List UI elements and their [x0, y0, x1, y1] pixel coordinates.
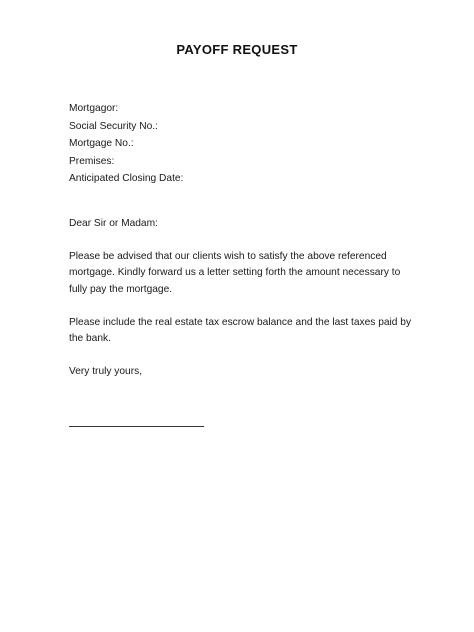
body-paragraph-2: Please include the real estate tax escrow balance and the last taxes paid by the bank. [69, 317, 412, 345]
document-title: PAYOFF REQUEST [176, 42, 298, 57]
salutation: Dear Sir or Madam: [69, 218, 158, 229]
field-mortgage-no: Mortgage No.: [69, 138, 134, 149]
closing: Very truly yours, [69, 366, 143, 377]
signature-line [69, 426, 204, 427]
field-anticipated-closing-date: Anticipated Closing Date: [69, 173, 184, 184]
field-premises: Premises: [69, 155, 115, 167]
mortgage-fields [69, 100, 429, 188]
field-social-security-no: Social Security No.: [69, 120, 158, 132]
body-paragraph-1: Please be advised that our clients wish to satisfy the above referenced mortgage. Kindly forward us a letter setting forth the amount necessary to fully pay the mortgage. [69, 251, 401, 295]
field-mortgagor: Mortgagor: [69, 103, 119, 114]
